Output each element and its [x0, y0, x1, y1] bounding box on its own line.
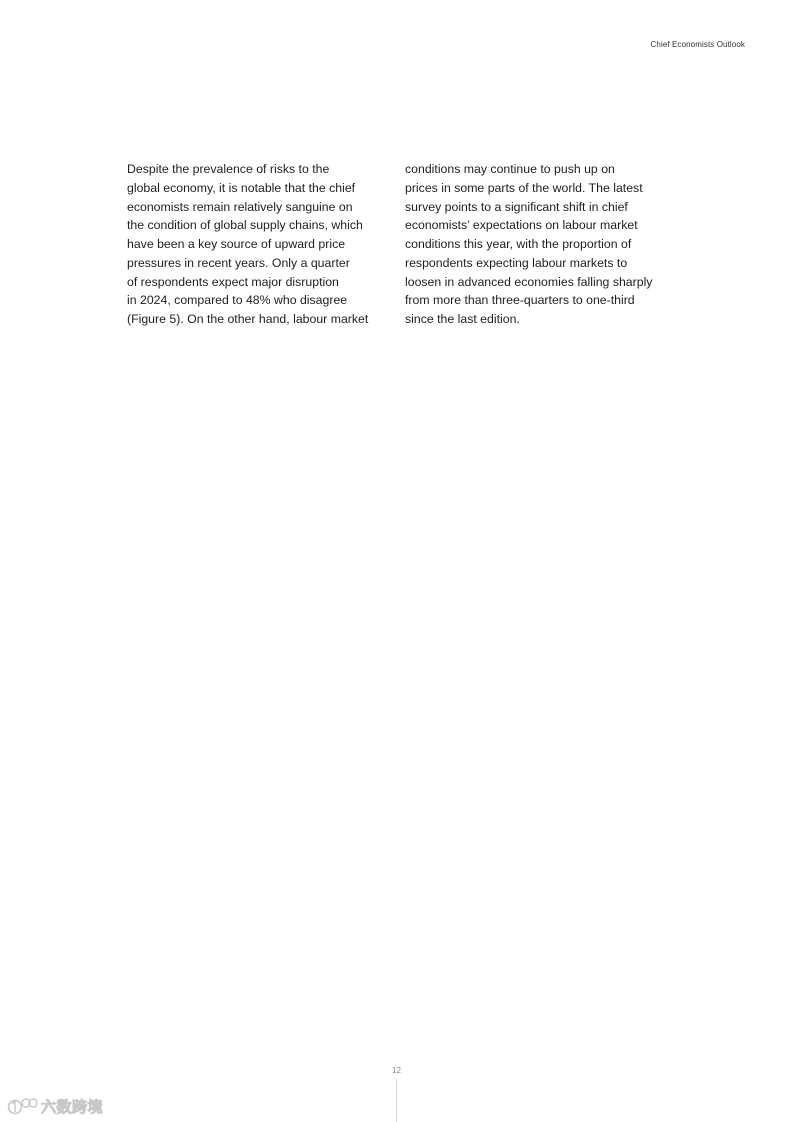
running-header: Chief Economists Outlook: [650, 40, 745, 49]
body-text-line: loosen in advanced economies falling sharply: [405, 274, 653, 289]
body-column-right: [405, 160, 652, 329]
body-text-line: respondents expecting labour markets to: [405, 255, 628, 270]
page-number: 12: [392, 1066, 401, 1075]
body-text-line: economists remain relatively sanguine on: [127, 199, 353, 214]
body-text-line: since the last edition.: [405, 312, 520, 326]
body-text-line: of respondents expect major disruption: [127, 274, 339, 289]
watermark-text: 六数跨境: [41, 1097, 104, 1116]
watermark: [6, 1095, 103, 1117]
body-text-line: global economy, it is notable that the chief: [127, 180, 356, 195]
body-text-line: Despite the prevalence of risks to the: [127, 162, 330, 176]
body-text-line: from more than three-quarters to one-third: [405, 293, 635, 308]
body-text-line: conditions this year, with the proportion of: [405, 237, 632, 251]
page-divider: [396, 1079, 397, 1122]
body-text-line: conditions may continue to push up on: [405, 162, 615, 176]
body-text-line: prices in some parts of the world. The latest: [405, 180, 643, 195]
body-text-line: economists’ expectations on labour market: [405, 218, 638, 233]
watermark-logo-icon: [6, 1096, 38, 1116]
body-text-line: survey points to a significant shift in chief: [405, 199, 628, 214]
body-column-left: [127, 160, 368, 329]
body-text-line: have been a key source of upward price: [127, 237, 346, 251]
body-text-line: pressures in recent years. Only a quarter: [127, 255, 350, 270]
body-text-line: (Figure 5). On the other hand, labour market: [127, 312, 369, 326]
body-text-line: in 2024, compared to 48% who disagree: [127, 293, 348, 308]
body-text-line: the condition of global supply chains, which: [127, 218, 363, 233]
